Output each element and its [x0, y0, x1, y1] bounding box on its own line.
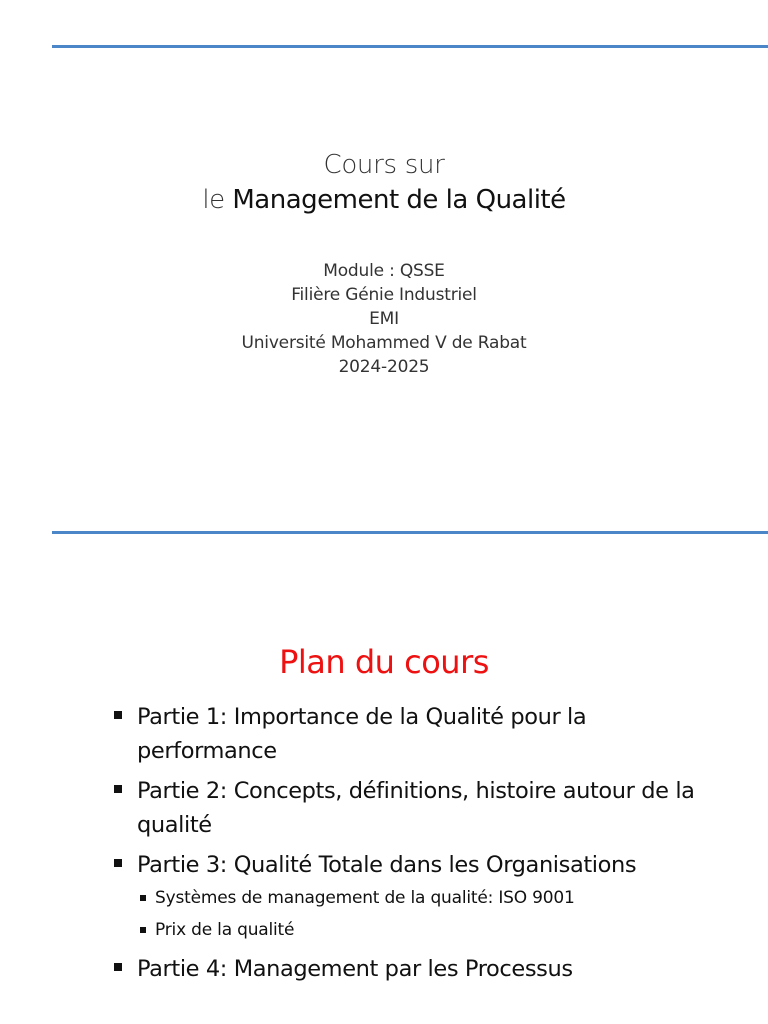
plan-item-partie-3 [110, 848, 730, 946]
plan-subitem-label: Systèmes de management de la qualité: ISO 9001 [155, 888, 575, 908]
title-emphasis: Management de la Qualité [232, 185, 566, 215]
plan-item-label: Partie 1: Importance de la Qualité pour la performance [137, 704, 587, 764]
plan-item-partie-4 [110, 952, 730, 986]
slide-divider-middle [52, 531, 768, 534]
square-bullet-icon [114, 785, 122, 793]
subtitle-line-school: EMI [369, 309, 399, 329]
plan-subitem-prix [137, 914, 730, 946]
plan-title: Plan du cours [279, 643, 489, 681]
title-prefix: le [202, 185, 225, 215]
slide1-subtitle [0, 259, 768, 379]
plan-subitem-iso9001 [137, 882, 730, 914]
slide-divider-top [52, 45, 768, 48]
subtitle-line-filiere: Filière Génie Industriel [291, 285, 477, 305]
square-bullet-icon [140, 927, 146, 933]
title-line-2 [0, 182, 768, 218]
plan-sublist [137, 882, 730, 946]
square-bullet-icon [114, 711, 122, 719]
subtitle-line-module: Module : QSSE [323, 261, 445, 281]
square-bullet-icon [140, 895, 146, 901]
subtitle-line-university: Université Mohammed V de Rabat [241, 333, 527, 353]
plan-item-label: Partie 4: Management par les Processus [137, 956, 573, 982]
slide1-title [0, 148, 768, 218]
plan-subitem-label: Prix de la qualité [155, 920, 295, 940]
plan-item-label: Partie 2: Concepts, définitions, histoire autour de la qualité [137, 778, 695, 838]
square-bullet-icon [114, 859, 122, 867]
title-line-1: Cours sur [323, 150, 445, 180]
plan-item-partie-2 [110, 774, 730, 842]
plan-item-label: Partie 3: Qualité Totale dans les Organisations [137, 852, 637, 878]
plan-item-partie-1 [110, 700, 730, 768]
plan-list [110, 700, 730, 992]
subtitle-line-year: 2024-2025 [338, 357, 430, 377]
square-bullet-icon [114, 963, 122, 971]
